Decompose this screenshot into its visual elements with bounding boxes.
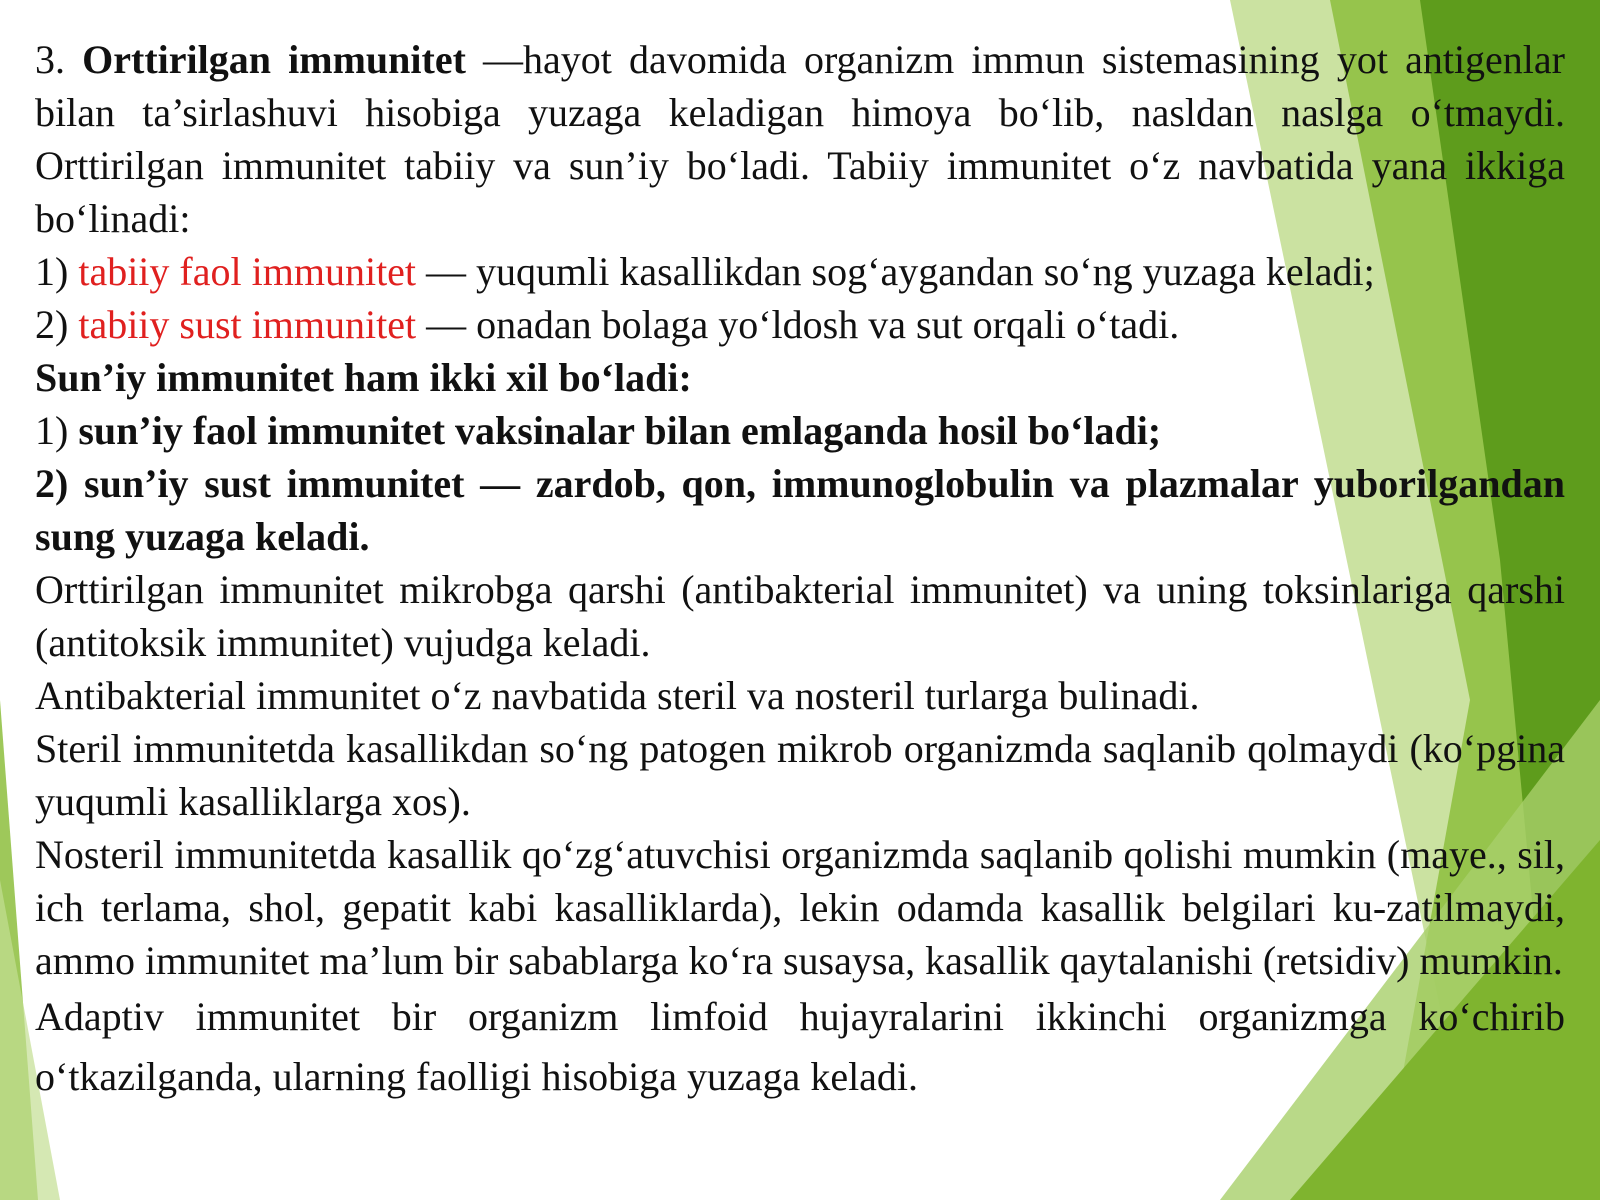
paragraph-nosteril: Nosteril immunitetda kasallik qo‘zg‘atuvchisi organizmda saqlanib qolishi mumkin (maye., sil, ich terlama, shol, gepatit kabi kasalliklarda), lekin odamda kasallik belgilari ku-zatilmaydi, ammo immunitet ma’lum bir sabablarga ko‘ra susaysa, kasallik qaytalanishi (retsidiv) mumkin.	[35, 832, 1565, 983]
paragraph-acquired-immunity	[35, 33, 1565, 245]
item-number: 1)	[35, 408, 79, 453]
term-acquired-immunity: Orttirilgan immunitet	[82, 37, 466, 82]
definition-text: —hayot davomida organizm immun sistemasining yot antigenlar bilan ta’sirlashuvi hisobiga yuzaga keladigan himoya bo‘lib, nasldan naslga o‘tmaydi. Orttirilgan immunitet tabiiy va sun’iy bo‘ladi. Tabiiy immunitet o‘z navbatida yana ikkiga bo‘linadi:	[35, 37, 1565, 241]
slide-text	[35, 33, 1565, 1107]
list-item-artificial-active	[35, 404, 1565, 457]
heading-artificial-immunity: Sun’iy immunitet ham ikki xil bo‘ladi:	[35, 355, 692, 400]
item-text: sun’iy faol immunitet vaksinalar bilan emlaganda hosil bo‘ladi;	[78, 408, 1162, 453]
list-item-natural-active	[35, 245, 1565, 298]
item-text: — yuqumli kasallikdan sog‘aygandan so‘ng yuzaga keladi;	[416, 249, 1375, 294]
term-natural-active: tabiiy faol immunitet	[78, 249, 417, 294]
item-number: 2)	[35, 302, 79, 347]
list-item-natural-passive	[35, 298, 1565, 351]
list-item-artificial-passive: 2) sun’iy sust immunitet — zardob, qon, immunoglobulin va plazmalar yuborilgandan sung yuzaga keladi.	[35, 461, 1565, 559]
item-number: 1)	[35, 249, 79, 294]
paragraph-adaptive: Adaptiv immunitet bir organizm limfoid hujayralarini ikkinchi organizmga ko‘chirib o‘tkazilganda, ularning faolligi hisobiga yuzaga keladi.	[35, 994, 1565, 1099]
item-text: — onadan bolaga yo‘ldosh va sut orqali o‘tadi.	[416, 302, 1180, 347]
paragraph-steril: Steril immunitetda kasallikdan so‘ng patogen mikrob organizmda saqlanib qolmaydi (ko‘pgina yuqumli kasalliklarga xos).	[35, 726, 1565, 824]
term-natural-passive: tabiiy sust immunitet	[78, 302, 417, 347]
paragraph-antibacterial: Orttirilgan immunitet mikrobga qarshi (antibakterial immunitet) va uning toksinlariga qarshi (antitoksik immunitet) vujudga keladi.	[35, 567, 1565, 665]
section-number: 3.	[35, 37, 83, 82]
paragraph-types: Antibakterial immunitet o‘z navbatida steril va nosteril turlarga bulinadi.	[35, 673, 1200, 718]
